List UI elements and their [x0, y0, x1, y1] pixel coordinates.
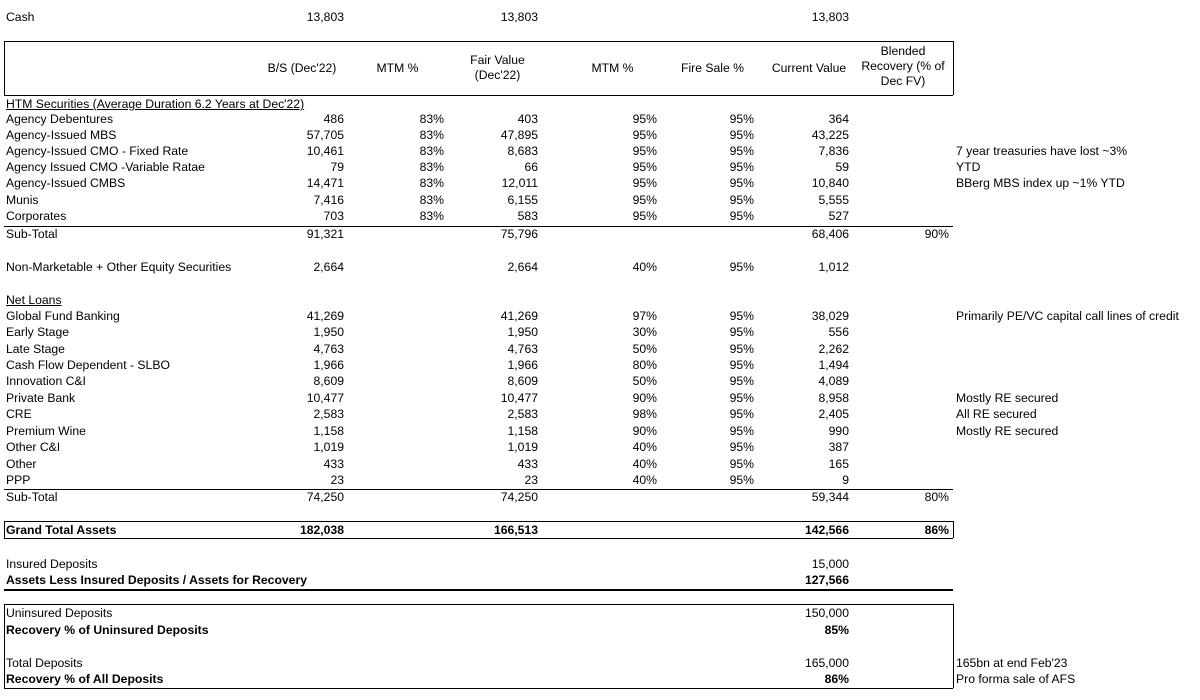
header-fire-sale: Fire Sale % — [681, 61, 744, 75]
htm-row-fv: 12,011 — [501, 176, 538, 190]
htm-row-cv: 5,555 — [818, 193, 849, 207]
loan-row-mtm2: 50% — [632, 342, 657, 356]
loan-row-mtm2: 98% — [632, 407, 657, 421]
htm-row-cv: 59 — [835, 160, 849, 174]
htm-row-fire: 95% — [729, 160, 754, 174]
htm-subtotal-fv: 75,796 — [500, 227, 538, 241]
loan-row-bs: 433 — [323, 457, 344, 471]
htm-row-mtm1: 83% — [419, 160, 444, 174]
loan-row-bs: 1,950 — [313, 325, 344, 339]
loan-row-fv: 10,477 — [500, 391, 538, 405]
htm-row-cv: 43,225 — [811, 128, 849, 142]
loan-row-fv: 8,609 — [507, 374, 538, 388]
grand-total-fv: 166,513 — [493, 523, 538, 537]
htm-subtotal-cv: 68,406 — [811, 227, 849, 241]
loan-row-cv: 9 — [842, 473, 849, 487]
loan-row-note: Mostly RE secured — [956, 424, 1059, 438]
loan-row-bs: 10,477 — [306, 391, 344, 405]
loan-row-bs: 8,609 — [313, 374, 344, 388]
grand-total-bottom-border — [4, 538, 953, 539]
htm-row-mtm1: 83% — [419, 112, 444, 126]
assets-less-label: Assets Less Insured Deposits / Assets for Recovery — [6, 573, 307, 587]
recovery-uninsured-cv: 85% — [824, 623, 849, 637]
loan-row-mtm2: 80% — [632, 358, 657, 372]
loan-row-fire: 95% — [729, 358, 754, 372]
loan-row-fv: 1,950 — [507, 325, 538, 339]
loan-row-bs: 4,763 — [313, 342, 344, 356]
htm-row-bs: 14,471 — [306, 176, 344, 190]
htm-row-mtm2: 95% — [632, 176, 657, 190]
loan-row-cv: 1,494 — [818, 358, 849, 372]
htm-row-fire: 95% — [729, 128, 754, 142]
htm-title: HTM Securities (Average Duration 6.2 Years at Dec'22) — [6, 97, 305, 111]
htm-row-cv: 10,840 — [811, 176, 849, 190]
recovery-all-cv: 86% — [824, 672, 849, 686]
total-deposits-label: Total Deposits — [6, 656, 83, 670]
header-right-border — [953, 41, 954, 95]
loan-row-fire: 95% — [729, 309, 754, 323]
header-current-value: Current Value — [771, 61, 847, 75]
htm-row-mtm1: 83% — [419, 209, 444, 223]
grand-total-left-border — [4, 521, 5, 538]
htm-row-fv: 403 — [517, 112, 538, 126]
uninsured-cv: 150,000 — [804, 606, 849, 620]
htm-row-label: Agency Debentures — [6, 112, 114, 126]
header-top-border — [4, 41, 953, 42]
loan-row-label: Premium Wine — [6, 424, 86, 438]
htm-row-mtm2: 95% — [632, 160, 657, 174]
cash-cv: 13,803 — [811, 10, 849, 24]
htm-row-mtm2: 95% — [632, 128, 657, 142]
htm-row-label: Corporates — [6, 209, 67, 223]
htm-note: 7 year treasuries have lost ~3% — [956, 144, 1128, 158]
loan-row-fire: 95% — [729, 325, 754, 339]
loan-row-mtm2: 50% — [632, 374, 657, 388]
loan-row-mtm2: 90% — [632, 391, 657, 405]
nonmkt-cv: 1,012 — [818, 260, 849, 274]
loan-row-label: Other C&I — [6, 440, 61, 454]
htm-row-fire: 95% — [729, 209, 754, 223]
loan-row-mtm2: 40% — [632, 457, 657, 471]
loans-subtotal-cv: 59,344 — [811, 490, 849, 504]
loan-row-fire: 95% — [729, 473, 754, 487]
cash-label: Cash — [6, 10, 35, 24]
loans-subtotal-fv: 74,250 — [500, 490, 538, 504]
loan-row-mtm2: 90% — [632, 424, 657, 438]
grand-total-right-border — [953, 521, 954, 538]
loan-row-note: Primarily PE/VC capital call lines of credit — [956, 309, 1179, 323]
loan-row-cv: 38,029 — [811, 309, 849, 323]
uninsured-label: Uninsured Deposits — [6, 606, 113, 620]
loan-row-cv: 165 — [828, 457, 849, 471]
loan-row-fire: 95% — [729, 374, 754, 388]
htm-row-fv: 6,155 — [507, 193, 538, 207]
assets-less-cv: 127,566 — [804, 573, 849, 587]
loan-row-label: PPP — [6, 473, 31, 487]
loan-row-label: Cash Flow Dependent - SLBO — [6, 358, 170, 372]
loan-row-bs: 1,158 — [313, 424, 344, 438]
htm-row-cv: 527 — [828, 209, 849, 223]
loan-row-fv: 433 — [517, 457, 538, 471]
htm-row-mtm1: 83% — [419, 128, 444, 142]
grand-total-blended: 86% — [924, 523, 949, 537]
htm-row-fv: 47,895 — [500, 128, 538, 142]
loan-row-bs: 1,019 — [313, 440, 344, 454]
nonmkt-label: Non-Marketable + Other Equity Securities — [6, 260, 232, 274]
htm-row-cv: 7,836 — [818, 144, 849, 158]
grand-total-label: Grand Total Assets — [6, 523, 117, 537]
loans-subtotal-blended: 80% — [924, 490, 949, 504]
htm-subtotal-bs: 91,321 — [306, 227, 344, 241]
htm-row-label: Munis — [6, 193, 39, 207]
htm-row-mtm2: 95% — [632, 112, 657, 126]
htm-row-label: Agency Issued CMO -Variable Ratae — [6, 160, 205, 174]
header-mtm2: MTM % — [591, 61, 634, 75]
loan-row-fire: 95% — [729, 424, 754, 438]
loans-title: Net Loans — [6, 293, 62, 307]
cash-bs: 13,803 — [306, 10, 344, 24]
htm-row-fire: 95% — [729, 144, 754, 158]
header-bs: B/S (Dec'22) — [267, 61, 337, 75]
recovery-uninsured-label: Recovery % of Uninsured Deposits — [6, 623, 209, 637]
loan-row-label: CRE — [6, 407, 32, 421]
htm-row-fv: 583 — [517, 209, 538, 223]
htm-row-label: Agency-Issued MBS — [6, 128, 117, 142]
loan-row-bs: 41,269 — [306, 309, 344, 323]
loan-row-cv: 4,089 — [818, 374, 849, 388]
htm-row-bs: 10,461 — [306, 144, 344, 158]
loan-row-bs: 23 — [330, 473, 344, 487]
nonmkt-mtm2: 40% — [632, 260, 657, 274]
loan-row-note: Mostly RE secured — [956, 391, 1059, 405]
loan-row-fv: 2,583 — [507, 407, 538, 421]
loan-row-fv: 23 — [524, 473, 538, 487]
loan-row-cv: 387 — [828, 440, 849, 454]
recovery-all-note: Pro forma sale of AFS — [956, 672, 1076, 686]
loan-row-label: Innovation C&I — [6, 374, 86, 388]
header-fair-value: Fair Value (Dec'22) — [470, 53, 525, 82]
htm-row-mtm1: 83% — [419, 144, 444, 158]
loan-row-cv: 2,405 — [818, 407, 849, 421]
htm-row-fv: 66 — [524, 160, 538, 174]
htm-subtotal-label: Sub-Total — [6, 227, 58, 241]
loan-row-label: Late Stage — [6, 342, 65, 356]
loan-row-mtm2: 30% — [632, 325, 657, 339]
htm-row-fire: 95% — [729, 112, 754, 126]
htm-row-label: Agency-Issued CMO - Fixed Rate — [6, 144, 189, 158]
loan-row-label: Global Fund Banking — [6, 309, 120, 323]
loan-row-cv: 8,958 — [818, 391, 849, 405]
assets-less-underline — [4, 589, 953, 591]
total-deposits-cv: 165,000 — [804, 656, 849, 670]
loan-row-mtm2: 40% — [632, 440, 657, 454]
loan-row-cv: 556 — [828, 325, 849, 339]
recovery-all-label: Recovery % of All Deposits — [6, 672, 164, 686]
grand-total-cv: 142,566 — [804, 523, 849, 537]
nonmkt-fv: 2,664 — [507, 260, 538, 274]
loan-row-fv: 1,966 — [507, 358, 538, 372]
htm-row-bs: 703 — [323, 209, 344, 223]
loan-row-fire: 95% — [729, 457, 754, 471]
loan-row-label: Early Stage — [6, 325, 70, 339]
htm-row-bs: 79 — [330, 160, 344, 174]
loan-row-cv: 2,262 — [818, 342, 849, 356]
deposits-bottom-border — [4, 688, 953, 689]
insured-cv: 15,000 — [811, 557, 849, 571]
htm-row-bs: 7,416 — [313, 193, 344, 207]
deposits-right-border — [953, 604, 954, 688]
htm-row-fv: 8,683 — [507, 144, 538, 158]
htm-row-fire: 95% — [729, 193, 754, 207]
cash-fv: 13,803 — [500, 10, 538, 24]
htm-note: BBerg MBS index up ~1% YTD — [956, 176, 1125, 190]
grand-total-bs: 182,038 — [299, 523, 344, 537]
loan-row-fv: 1,158 — [507, 424, 538, 438]
htm-row-bs: 486 — [323, 112, 344, 126]
loan-row-fire: 95% — [729, 407, 754, 421]
htm-subtotal-blended: 90% — [924, 227, 949, 241]
loan-row-note: All RE secured — [956, 407, 1037, 421]
loan-row-bs: 2,583 — [313, 407, 344, 421]
insured-label: Insured Deposits — [6, 557, 98, 571]
loan-row-fv: 41,269 — [500, 309, 538, 323]
loan-row-fv: 1,019 — [507, 440, 538, 454]
header-left-border — [4, 41, 5, 95]
grand-total-top-border — [4, 521, 953, 522]
loan-row-fire: 95% — [729, 440, 754, 454]
nonmkt-fire: 95% — [729, 260, 754, 274]
htm-row-cv: 364 — [828, 112, 849, 126]
loan-row-mtm2: 40% — [632, 473, 657, 487]
loans-subtotal-label: Sub-Total — [6, 490, 58, 504]
htm-row-mtm2: 95% — [632, 144, 657, 158]
deposits-left-border — [4, 604, 5, 688]
htm-row-mtm1: 83% — [419, 193, 444, 207]
htm-row-mtm2: 95% — [632, 193, 657, 207]
htm-row-label: Agency-Issued CMBS — [6, 176, 126, 190]
htm-note: YTD — [956, 160, 981, 174]
loan-row-cv: 990 — [828, 424, 849, 438]
header-bottom-border — [4, 95, 953, 96]
loan-row-fire: 95% — [729, 391, 754, 405]
deposits-top-border — [4, 604, 953, 605]
loans-subtotal-bs: 74,250 — [306, 490, 344, 504]
loan-row-label: Private Bank — [6, 391, 76, 405]
loan-row-mtm2: 97% — [632, 309, 657, 323]
loan-row-fv: 4,763 — [507, 342, 538, 356]
header-blended: Blended Recovery (% of Dec FV) — [861, 44, 945, 88]
loan-row-fire: 95% — [729, 342, 754, 356]
loan-row-label: Other — [6, 457, 37, 471]
htm-row-fire: 95% — [729, 176, 754, 190]
total-deposits-note: 165bn at end Feb'23 — [956, 656, 1068, 670]
htm-row-bs: 57,705 — [306, 128, 344, 142]
nonmkt-bs: 2,664 — [313, 260, 344, 274]
loan-row-bs: 1,966 — [313, 358, 344, 372]
htm-row-mtm2: 95% — [632, 209, 657, 223]
htm-row-mtm1: 83% — [419, 176, 444, 190]
header-mtm1: MTM % — [376, 61, 419, 75]
